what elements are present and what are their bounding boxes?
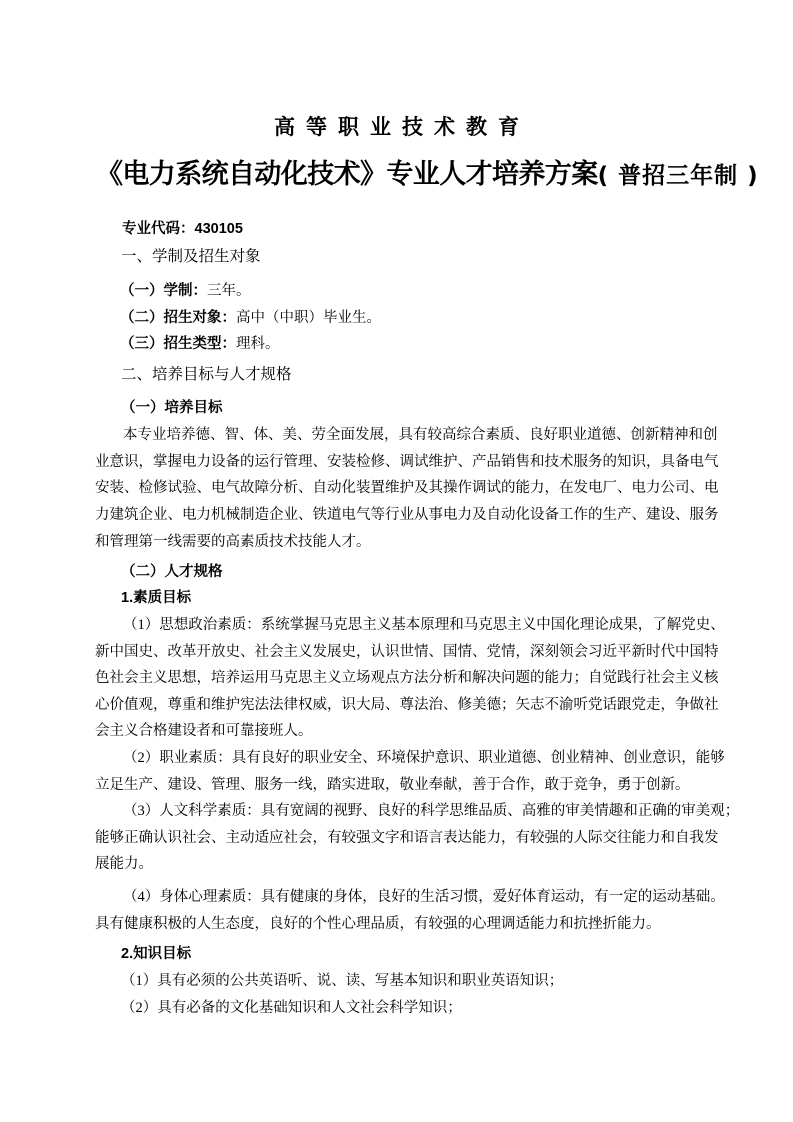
quality-p3-line: 能够正确认识社会、主动适应社会，有较强文字和语言表达能力，有较强的人际交往能力和自我发: [95, 830, 719, 846]
quality-p1-line: 新中国史、改革开放史、社会主义发展史，认识世情、国情、党情，深刻领会习近平新时代中国特: [95, 644, 719, 660]
document-title-line2: [96, 156, 759, 194]
duration-label: （一）学制：: [120, 283, 207, 299]
duration-item: [120, 278, 724, 305]
duration-value: 三年。: [207, 283, 251, 299]
program-title: 《电力系统自动化技术》专业人才培养方案: [96, 159, 598, 189]
enrollment-target-item: [120, 305, 724, 332]
program-code: [122, 216, 726, 243]
section-heading-2: 二、培养目标与人才规格: [121, 366, 292, 383]
goals-paragraph-line: 力建筑企业、电力机械制造企业、铁道电气等行业从事电力及自动化设备工作的生产、建设、服务: [95, 507, 719, 523]
subsection-heading-goals: （一）培养目标: [121, 400, 223, 416]
enrollment-type-label: （三）招生类型：: [120, 336, 236, 352]
quality-p1-line: 会主义合格建设者和可靠接班人。: [95, 723, 313, 739]
knowledge-item: （2）具有必备的文化基础知识和人文社会科学知识；: [121, 1000, 462, 1016]
goals-paragraph-line: 和管理第一线需要的高素质技术技能人才。: [95, 534, 371, 550]
quality-p1-line: （1）思想政治素质：系统掌握马克思主义基本原理和马克思主义中国化理论成果，了解党史、: [123, 617, 725, 633]
enrollment-type-value: 理科。: [236, 336, 280, 352]
quality-p4-line: 具有健康积极的人生态度，良好的个性心理品质，有较强的心理调适能力和抗挫折能力。: [95, 916, 661, 932]
enrollment-target-value: 高中（中职）毕业生。: [236, 310, 381, 326]
quality-p3-line: 展能力。: [95, 856, 153, 872]
knowledge-goals-heading: 2.知识目标: [121, 946, 192, 962]
section-heading-1: 一、学制及招生对象: [121, 248, 261, 265]
goals-paragraph-line: 安装、检修试验、电气故障分析、自动化装置维护及其操作调试的能力，在发电厂、电力公司、电: [95, 480, 719, 496]
knowledge-item: （1）具有必须的公共英语听、说、读、写基本知识和职业英语知识；: [121, 973, 564, 989]
quality-p3-line: （3）人文科学素质：具有宽阔的视野、良好的科学思维品质、高雅的审美情趣和正确的审美观；: [123, 803, 740, 819]
quality-p1-line: 色社会主义思想，培养运用马克思主义立场观点方法分析和解决问题的能力；自觉践行社会主义核: [95, 670, 719, 686]
quality-p1-line: 心价值观，尊重和维护宪法法律权威，识大局、尊法治、修美德；矢志不渝听党话跟党走，争做社: [95, 697, 719, 713]
document-title-line1: 高等职业技术教育: [274, 115, 530, 139]
program-code-value: 430105: [194, 221, 243, 237]
quality-p4-line: （4）身体心理素质：具有健康的身体，良好的生活习惯，爱好体育运动，有一定的运动基础。: [123, 889, 725, 905]
program-type: ( 普招三年制 ): [597, 163, 759, 189]
goals-paragraph-line: 业意识，掌握电力设备的运行管理、安装检修、调试维护、产品销售和技术服务的知识，具备电气: [95, 454, 719, 470]
goals-paragraph-line: 本专业培养德、智、体、美、劳全面发展，具有较高综合素质、良好职业道德、创新精神和创: [123, 427, 718, 443]
enrollment-type-item: [120, 331, 724, 358]
program-code-label: 专业代码：: [122, 221, 195, 237]
quality-goals-heading: 1.素质目标: [121, 590, 192, 606]
enrollment-target-label: （二）招生对象：: [120, 310, 236, 326]
quality-p2-line: 立足生产、建设、管理、服务一线，踏实进取，敬业奉献，善于合作，敢于竞争，勇于创新。: [95, 777, 690, 793]
subsection-heading-specs: （二）人才规格: [121, 564, 223, 580]
quality-p2-line: （2）职业素质：具有良好的职业安全、环境保护意识、职业道德、创业精神、创业意识，能够: [123, 750, 725, 766]
